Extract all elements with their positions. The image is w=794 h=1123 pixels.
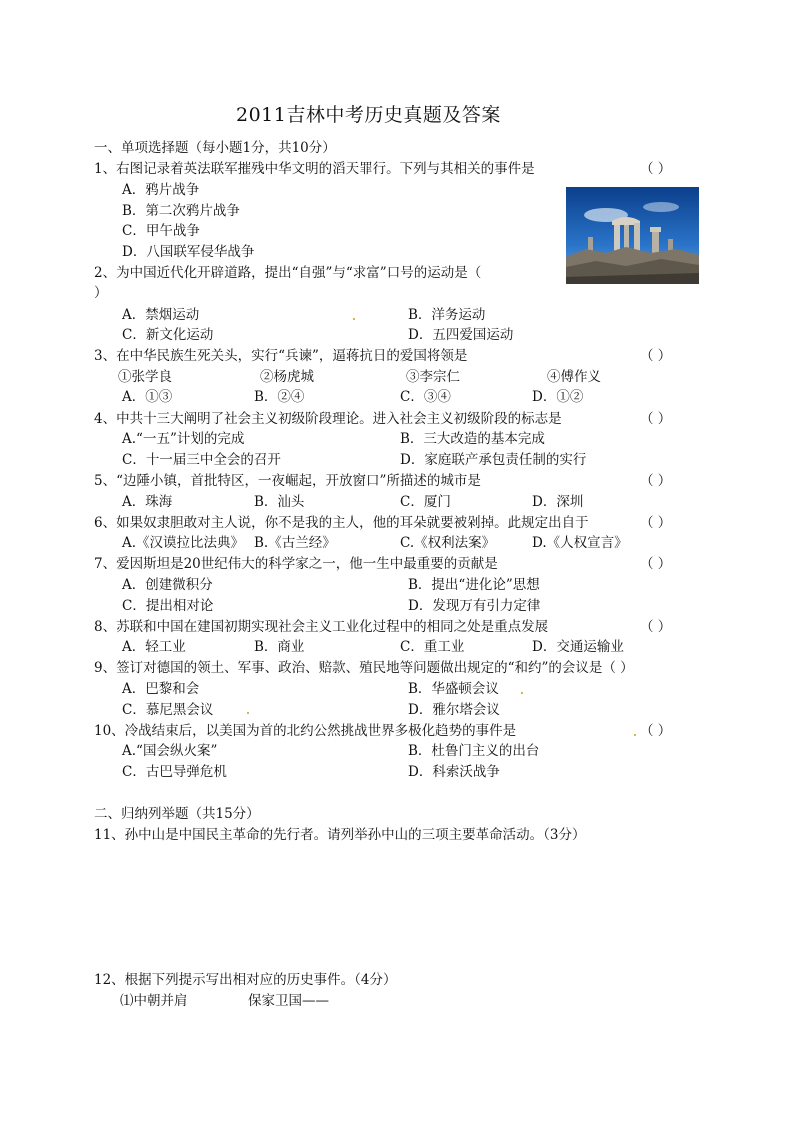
q3-option-a: A．①③: [122, 389, 173, 405]
q7-option-c: C．提出相对论: [122, 598, 214, 614]
q2-option-d: D．五四爱国运动: [408, 327, 514, 343]
q2-option-b: B．洋务运动: [408, 307, 486, 323]
q4-option-b: B．三大改造的基本完成: [400, 431, 545, 447]
q2-stem: 2、为中国近代化开辟道路，提出“自强”与“求富”口号的运动是（: [94, 265, 482, 281]
q4-option-c: C．十一届三中全会的召开: [122, 452, 281, 468]
q5-answer-paren: （ ）: [640, 473, 672, 489]
q3-option-d: D．①②: [532, 389, 584, 405]
q7-stem: 7、爱因斯坦是20世纪伟大的科学家之一，他一生中最重要的贡献是: [94, 556, 498, 572]
q5-option-a: A．珠海: [122, 494, 173, 510]
q6-option-d: D.《人权宣言》: [532, 535, 628, 551]
q3-item-4: ④傅作义: [547, 369, 601, 385]
ruins-photo: [566, 187, 699, 284]
q1-option-a: A．鸦片战争: [122, 182, 200, 198]
q10-answer-paren: （ ）: [640, 723, 672, 739]
q3-item-1: ①张学良: [118, 369, 172, 385]
q9-option-c: C．慕尼黑会议: [122, 702, 214, 718]
q8-option-c: C．重工业: [400, 639, 465, 655]
q4-option-d: D．家庭联产承包责任制的实行: [400, 452, 587, 468]
q4-stem: 4、中共十三大阐明了社会主义初级阶段理论。进入社会主义初级阶段的标志是: [94, 411, 562, 427]
stray-dot: [247, 712, 249, 714]
q9-stem: 9、签订对德国的领土、军事、政治、赔款、殖民地等问题做出规定的“和约”的会议是（ ）: [94, 660, 634, 676]
section1-heading: 一、单项选择题（每小题1分，共10分）: [94, 140, 336, 156]
page-title: 2011吉林中考历史真题及答案: [236, 104, 501, 126]
q2-option-c: C．新文化运动: [122, 327, 214, 343]
q1-option-b: B．第二次鸦片战争: [122, 203, 240, 219]
q12-stem: 12、根据下列提示写出相对应的历史事件。（4分）: [94, 972, 397, 988]
q1-option-d: D．八国联军侵华战争: [122, 244, 255, 260]
q9-option-a: A．巴黎和会: [122, 681, 200, 697]
q2-option-a: A．禁烟运动: [122, 307, 200, 323]
q3-option-c: C．③④: [400, 389, 451, 405]
q3-item-3: ③李宗仁: [406, 369, 460, 385]
q10-option-b: B．杜鲁门主义的出台: [408, 743, 540, 759]
q7-option-a: A．创建微积分: [122, 577, 213, 593]
q9-option-b: B．华盛顿会议: [408, 681, 499, 697]
q8-stem: 8、苏联和中国在建国初期实现社会主义工业化过程中的相同之处是重点发展: [94, 619, 549, 635]
q5-option-d: D．深圳: [532, 494, 584, 510]
q1-stem: 1、右图记录着英法联军摧残中华文明的滔天罪行。下列与其相关的事件是: [94, 161, 535, 177]
stray-dot: [353, 318, 355, 320]
stray-dot: [634, 734, 636, 736]
q3-answer-paren: （ ）: [640, 348, 672, 364]
q12-item1-answer-blank: 保家卫国——: [248, 993, 329, 1009]
q5-stem: 5、“边陲小镇，首批特区，一夜崛起，开放窗口”所描述的城市是: [94, 473, 481, 489]
q6-answer-paren: （ ）: [640, 515, 672, 531]
q3-item-2: ②杨虎城: [260, 369, 314, 385]
q5-option-c: C．厦门: [400, 494, 451, 510]
q10-option-c: C．古巴导弹危机: [122, 764, 227, 780]
q4-answer-paren: （ ）: [640, 411, 672, 427]
q12-item1-hint: ⑴中朝并肩: [120, 993, 188, 1009]
q1-answer-paren: （ ）: [640, 161, 672, 177]
q5-option-b: B．汕头: [254, 494, 305, 510]
q10-option-a: A.“国会纵火案”: [122, 743, 218, 759]
q3-option-b: B．②④: [254, 389, 305, 405]
q3-stem: 3、在中华民族生死关头，实行“兵谏”，逼蒋抗日的爱国将领是: [94, 348, 468, 364]
q10-option-d: D．科索沃战争: [408, 764, 500, 780]
section2-heading: 二、归纳列举题（共15分）: [94, 806, 260, 822]
q11-stem: 11、孙中山是中国民主革命的先行者。请列举孙中山的三项主要革命活动。（3分）: [94, 827, 586, 843]
q2-stem-cont: ）: [94, 285, 108, 301]
q8-option-d: D．交通运输业: [532, 639, 624, 655]
q10-stem: 10、冷战结束后，以美国为首的北约公然挑战世界多极化趋势的事件是: [94, 723, 517, 739]
q8-option-b: B．商业: [254, 639, 305, 655]
q6-option-b: B.《古兰经》: [254, 535, 336, 551]
q8-answer-paren: （ ）: [640, 619, 672, 635]
q7-answer-paren: （ ）: [640, 556, 672, 572]
q6-option-a: A.《汉谟拉比法典》: [122, 535, 245, 551]
q7-option-d: D．发现万有引力定律: [408, 598, 541, 614]
q4-option-a: A.“一五”计划的完成: [122, 431, 245, 447]
q6-stem: 6、如果奴隶胆敢对主人说，你不是我的主人，他的耳朵就要被剁掉。此规定出自于: [94, 515, 589, 531]
q9-option-d: D．雅尔塔会议: [408, 702, 500, 718]
q7-option-b: B．提出“进化论”思想: [408, 577, 540, 593]
q1-option-c: C．甲午战争: [122, 223, 200, 239]
q6-option-c: C.《权利法案》: [400, 535, 496, 551]
stray-dot: [521, 692, 523, 694]
q8-option-a: A．轻工业: [122, 639, 186, 655]
